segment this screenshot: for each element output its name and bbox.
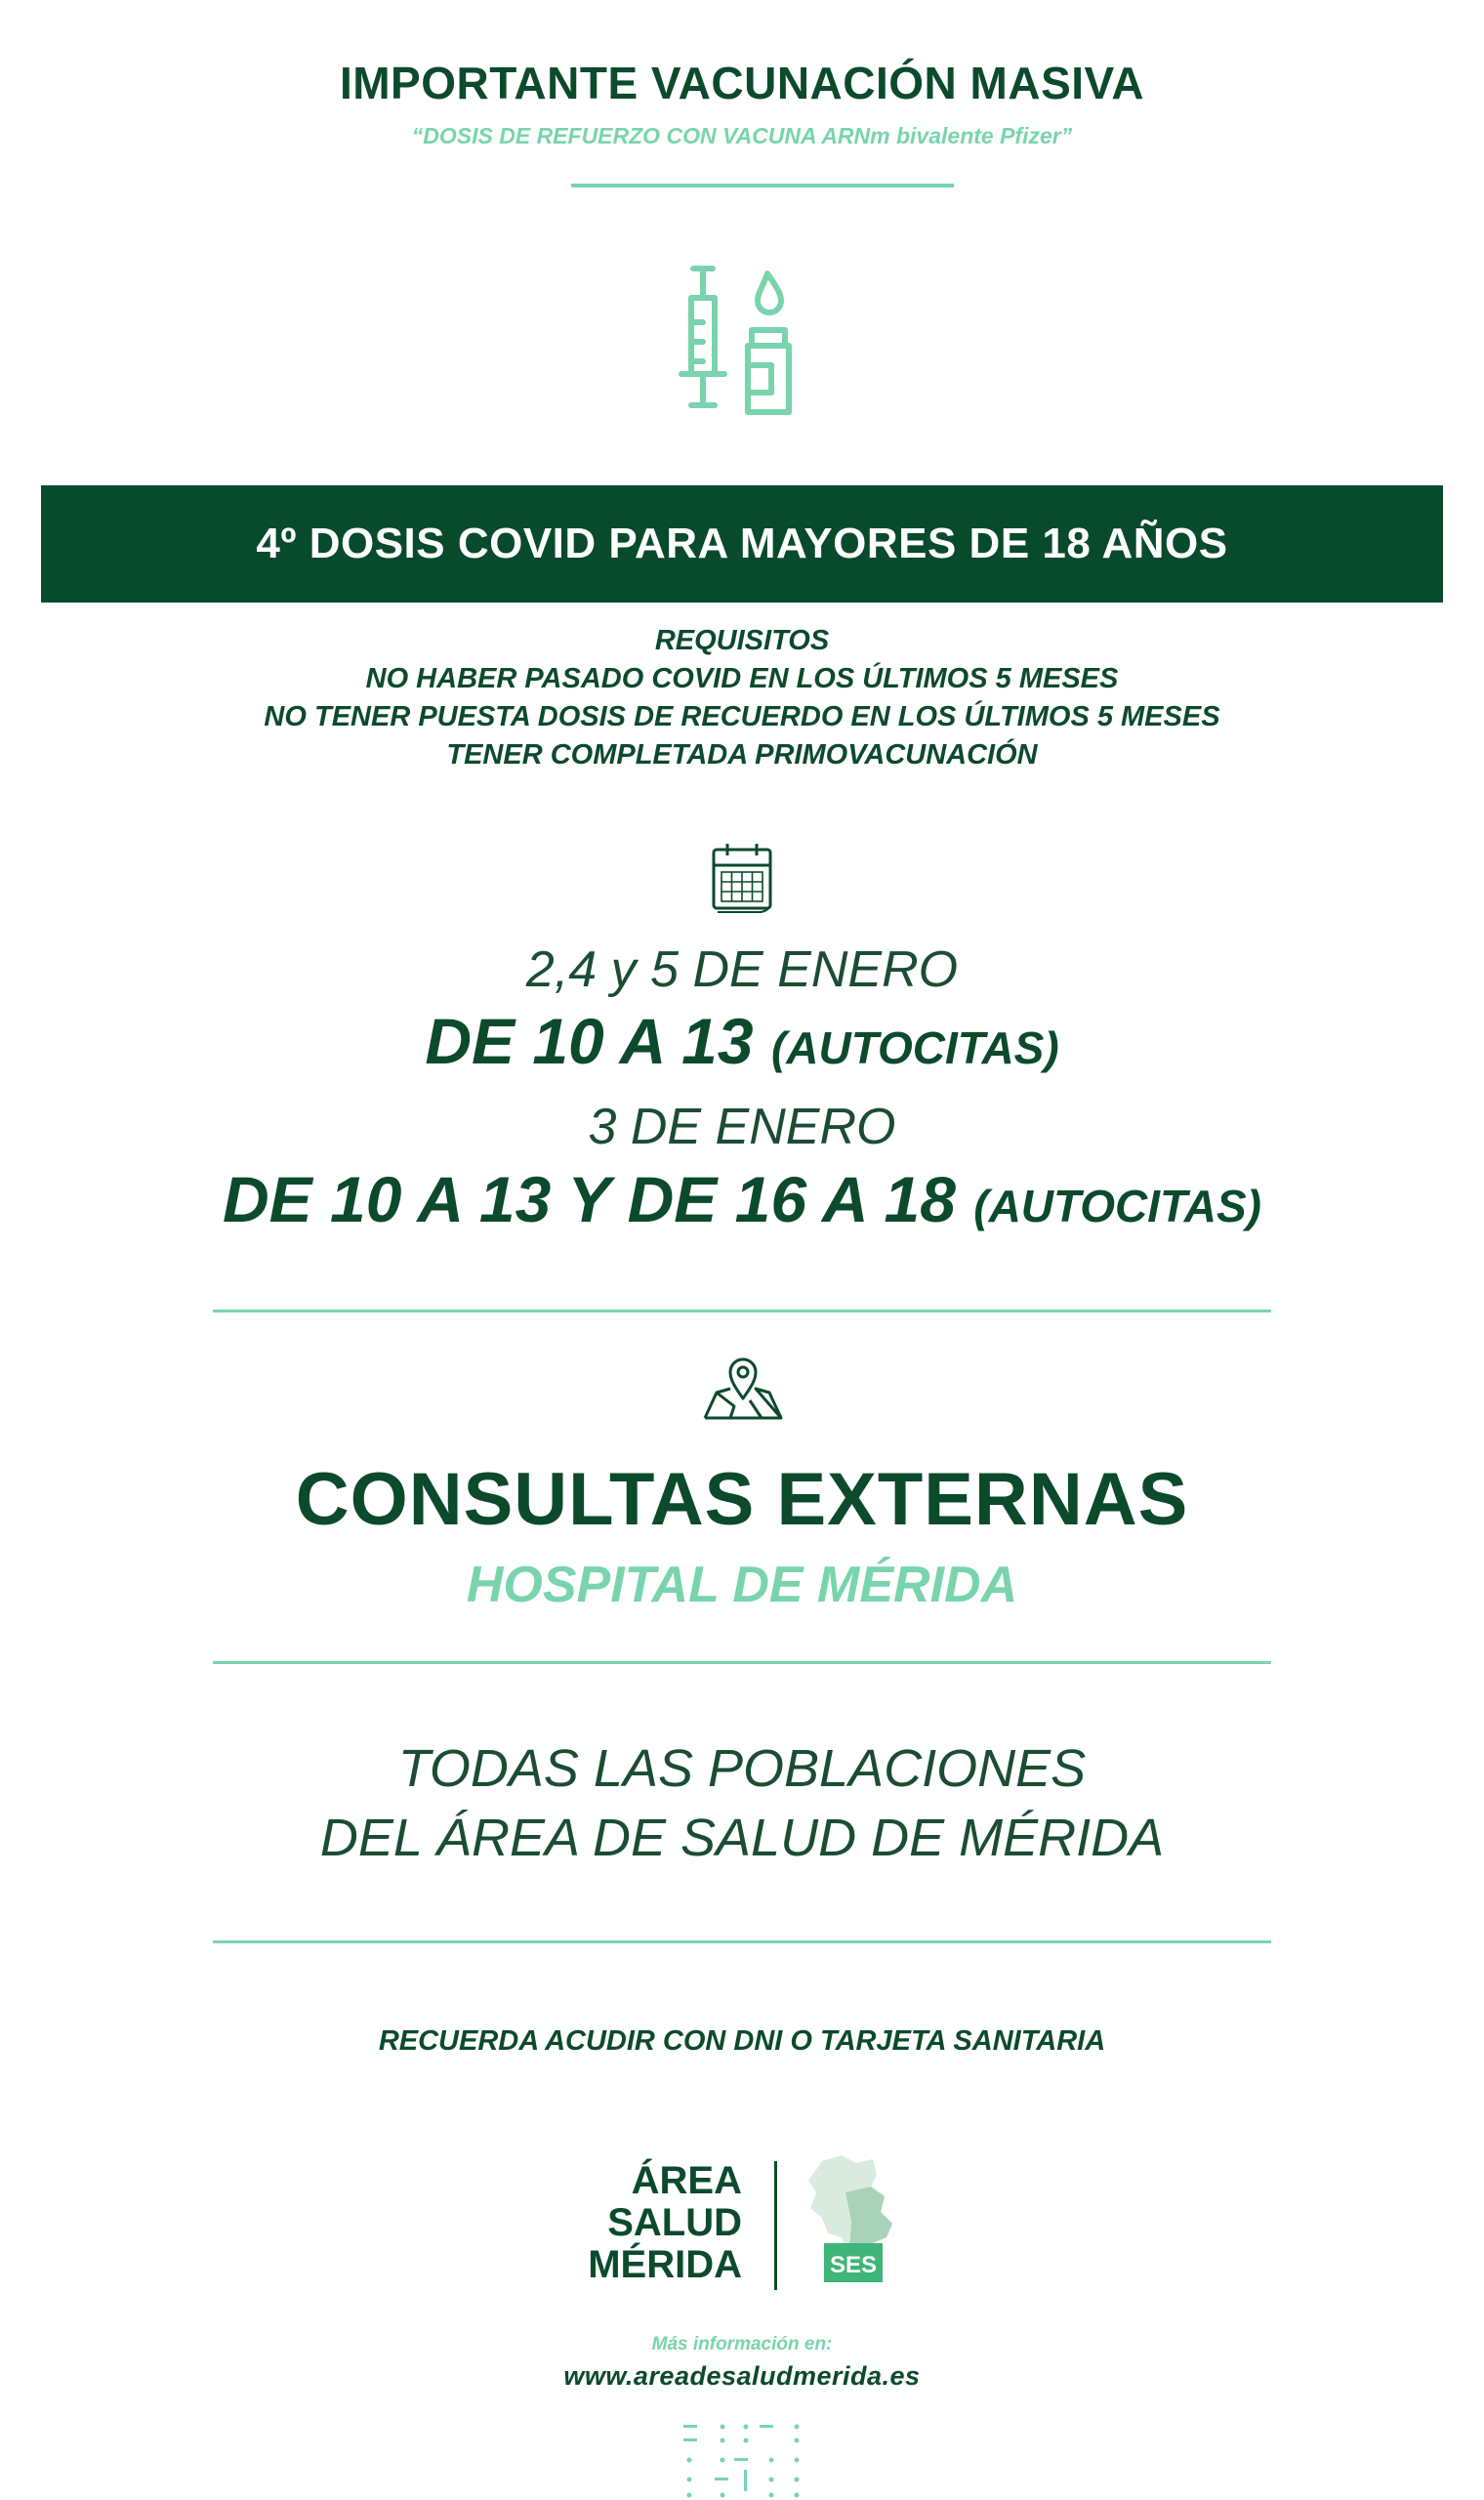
location-place: CONSULTAS EXTERNAS — [295, 1458, 1189, 1541]
logo-text-line: ÁREA — [631, 2159, 742, 2202]
logo-text-line: MÉRIDA — [588, 2243, 742, 2286]
requirement-item: TENER COMPLETADA PRIMOVACUNACIÓN — [446, 739, 1038, 771]
schedule-date: 3 DE ENERO — [588, 1099, 896, 1155]
schedule-hours: DE 10 A 13 — [425, 1005, 754, 1077]
ses-badge-text: SES — [829, 2252, 878, 2278]
schedule-time — [0, 1004, 1484, 1078]
schedule-note: (AUTOCITAS) — [973, 1181, 1261, 1231]
page-title: IMPORTANTE VACUNACIÓN MASIVA — [339, 58, 1145, 108]
extremadura-map-icon — [803, 2153, 900, 2290]
banner-text: 4º DOSIS COVID PARA MAYORES DE 18 AÑOS — [256, 520, 1228, 567]
populations-line: TODAS LAS POBLACIONES — [397, 1739, 1087, 1798]
map-pin-icon — [701, 1355, 785, 1424]
requirement-item: NO TENER PUESTA DOSIS DE RECUERDO EN LOS ÚLTIMOS 5 MESES — [264, 701, 1220, 732]
divider — [213, 1661, 1271, 1664]
schedule-date: 2,4 y 5 DE ENERO — [525, 941, 959, 998]
more-info-label: Más información en: — [651, 2334, 833, 2354]
website-link[interactable]: www.areadesaludmerida.es — [563, 2361, 921, 2391]
page-subtitle: “DOSIS DE REFUERZO CON VACUNA ARNm bivalente Pfizer” — [411, 123, 1073, 148]
schedule-hours: DE 10 A 13 Y DE 16 A 18 — [223, 1163, 956, 1235]
schedule-note: (AUTOCITAS) — [770, 1022, 1059, 1073]
schedule-time — [0, 1162, 1484, 1236]
requirements-heading: REQUISITOS — [654, 625, 830, 656]
logo-divider — [774, 2161, 777, 2290]
location-building: HOSPITAL DE MÉRIDA — [466, 1557, 1018, 1613]
requirement-item: NO HABER PASADO COVID EN LOS ÚLTIMOS 5 MESES — [365, 663, 1119, 694]
populations-line: DEL ÁREA DE SALUD DE MÉRIDA — [319, 1809, 1165, 1867]
syringe-vial-icon — [674, 264, 810, 420]
reminder-text: RECUERDA ACUDIR CON DNI O TARJETA SANITARIA — [378, 2025, 1106, 2057]
calendar-icon — [708, 840, 776, 916]
divider — [213, 1940, 1271, 1943]
logo-text-line: SALUD — [607, 2201, 742, 2244]
dots-pattern-icon — [674, 2417, 810, 2500]
divider — [571, 184, 954, 188]
divider — [213, 1310, 1271, 1312]
